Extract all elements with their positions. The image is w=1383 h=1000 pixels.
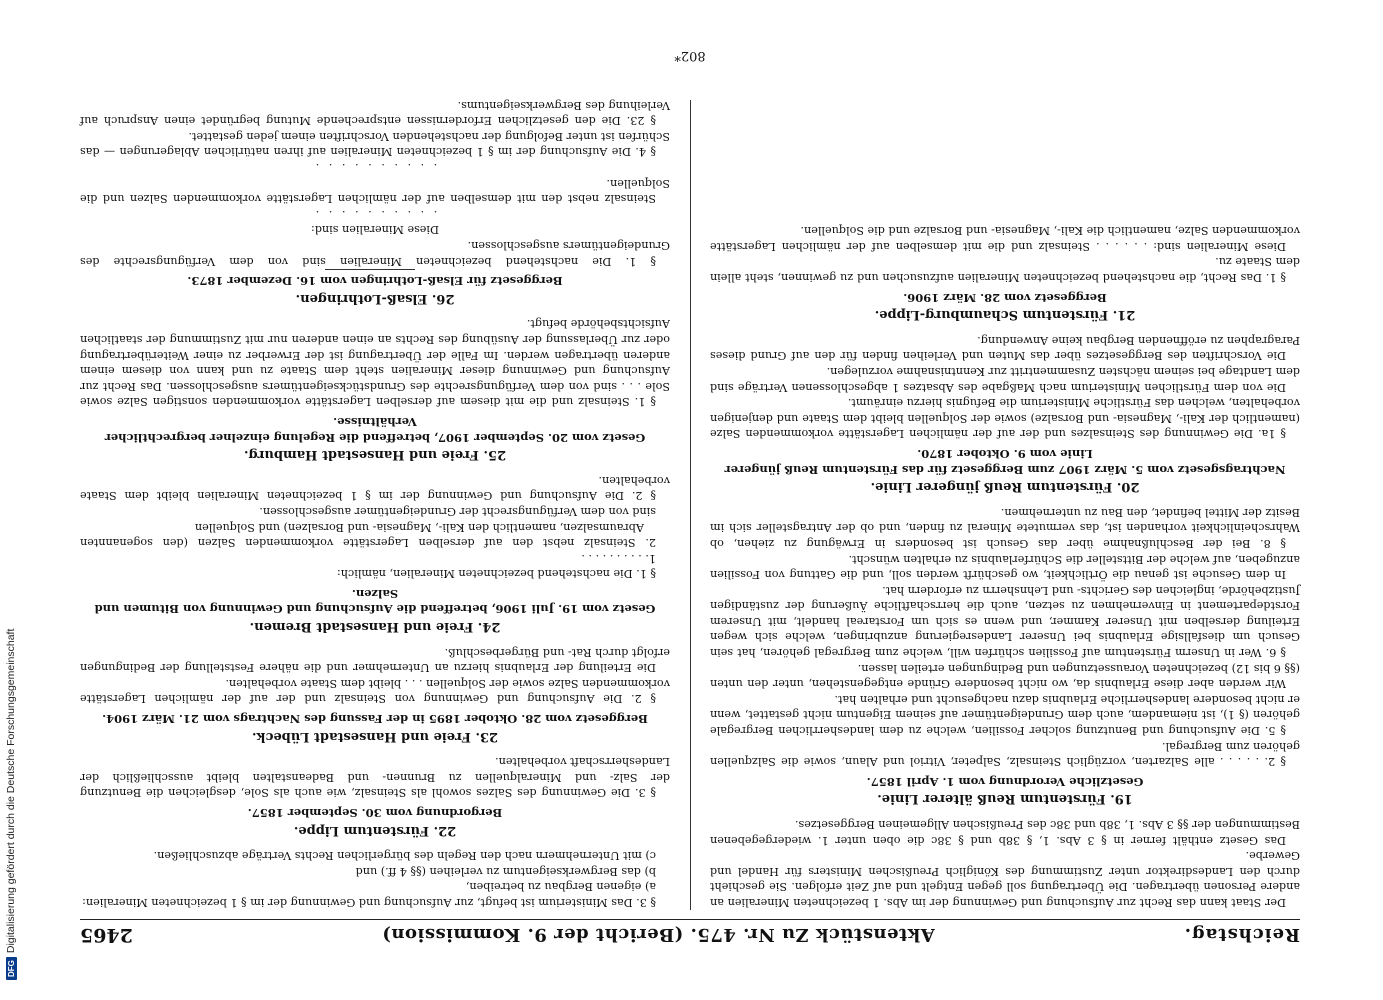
footer-page-label: 802* bbox=[674, 48, 706, 63]
section-heading: 22. Fürstentum Lippe. bbox=[293, 822, 457, 838]
credit-label: Digitalisierung gefördert durch die Deutsche Forschungsgemeinschaft bbox=[5, 628, 17, 954]
paragraph: Die Vorschriften des Berggesetzes über das Muten und Verleihen finden für den auf Grund dieses Paragraphen zu eröffnenden Bergbau keine Anwendung. bbox=[710, 333, 1300, 363]
running-head bbox=[80, 919, 1300, 950]
section-heading: 23. Freie und Hansestadt Lübeck. bbox=[251, 728, 499, 744]
ellipsis-line: . . . . . . . . . . bbox=[312, 207, 438, 221]
paragraph: § 1. Die nachstehend bezeichneten Mineralien sind von dem Verfügungsrechte des Grundeigentümers ausgeschlossen. bbox=[80, 239, 670, 268]
section-heading: 20. Fürstentum Reuß jüngerer Linie. bbox=[870, 479, 1140, 495]
end-rule bbox=[325, 269, 415, 270]
paragraph: § 2. Die Aufsuchung und Gewinnung der im § 1 bezeichneten Mineralien bleibt dem Staate vorbehalten. bbox=[80, 473, 670, 503]
paragraph: § 1. Die nachstehend bezeichneten Mineralien, nämlich: bbox=[337, 567, 656, 581]
section-subheading: Berggesetz für Elsaß-Lothringen vom 16. Dezember 1873. bbox=[187, 274, 563, 289]
paragraph: § 3. Die Gewinnung des Salzes sowohl als Steinsalz, wie auch als Sole, desgleichen die Benutzung der Salz- und Mineralquellen zu Brunnen- und Badeanstalten bleibt ausschließlich der Landesherrschaft vorbehalten. bbox=[80, 755, 670, 800]
centered-line: Diese Mineralien sind: bbox=[311, 223, 439, 237]
paragraph: Wir werden aber diese Erlaubnis da, wo nicht besondere Gründe entgegenstehen, unter den unten (§§ 6 bis 12) bezeichneten Voraussetzungen und Bedingungen erteilen lassen. bbox=[710, 661, 1300, 691]
paragraph: sind von dem Verfügungsrecht der Grundeigentümer ausgeschlossen. bbox=[259, 504, 656, 518]
paragraph: § 6. Wer in Unserm Fürstentum auf Fossilien schürfen will, welche zum Bergregal gehören, hat sein Gesuch um diesfallsige Erlaubnis bei Unserer Landesregierung anzubringen, welche sich wegen Erteilung derselben mit Unserer Kammer, und wenn es sich um Forstareal handelt, mit Unserem Forstdepartement in Einvernehmen zu setzen, auch die herrschaftliche Äußerung der zuständigen Justizbehörde, ingleichen des Gerichts- und Lehnsherrn zu erfordern hat. bbox=[710, 583, 1300, 660]
section-subheading: Gesetzliche Verordnung vom 1. April 1857. bbox=[866, 774, 1144, 789]
paragraph: Steinsalz nebst den mit demselben auf der nämlichen Lagerstätte vorkommenden Salzen und die Solquellen. bbox=[80, 176, 670, 206]
list-item: b) das Bergwerkseigentum zu verleihen (§§ 4 ff.) und bbox=[355, 864, 656, 878]
section-subheading: Nachtragsgesetz vom 5. März 1907 zum Berggesetz für das Fürstentum Reuß jüngerer Linie vom 9. Oktober 1870. bbox=[724, 446, 1286, 477]
paragraph: § 4. Die Aufsuchung der im § 1 bezeichneten Mineralien auf ihren natürlichen Ablagerungen — das Schürfen ist unter Befolgung der nachstehenden Vorschriften einem jeden gestattet. bbox=[80, 129, 670, 159]
left-column bbox=[710, 223, 1300, 910]
paragraph: Die Erteilung der Erlaubnis hierzu an Unternehmer und die nähere Feststellung der Bedingungen erfolgt durch Rat- und Bürgerbeschluß. bbox=[80, 645, 670, 675]
column-divider bbox=[690, 100, 691, 910]
digitization-credit bbox=[0, 0, 22, 1000]
section-heading: 26. Elsaß-Lothringen. bbox=[295, 290, 455, 306]
paragraph: § 2. . . . . . alle Salzarten, vorzüglich Steinsalz, Salpeter, Vitriol und Alaun, sowie die Salzquellen gehören zum Bergregal. bbox=[710, 739, 1300, 769]
list-item: 2. Steinsalz nebst den auf derselben Lagerstätte vorkommenden Salzen (den sogenannten Abraumsalzen, namentlich den Kali-, Magnesia- und Borsalzen) und Solquellen bbox=[80, 520, 656, 550]
ellipsis-line: . . . . . . . . . . bbox=[312, 161, 438, 175]
paragraph: In dem Gesuche ist genau die Örtlichkeit, wo geschürft werden soll, und die Gattung von Fossilien anzugeben, auf welche der Bittsteller die Schürferlaubnis zu erhalten wünscht. bbox=[710, 552, 1300, 582]
list-item: 1. . . . . . . . . . bbox=[581, 551, 656, 565]
section-heading: 24. Freie und Hansestadt Bremen. bbox=[249, 619, 501, 635]
section-heading: 19. Fürstentum Reuß älterer Linie. bbox=[877, 791, 1133, 807]
header-page-number: 2465 bbox=[80, 924, 133, 946]
paragraph: Der Staat kann das Recht zur Aufsuchung und Gewinnung der im Abs. 1 bezeichneten Mineralien an andere Personen übertragen. Die Übertragung soll gegen Entgelt und auf Zeit erfolgen. Sie geschieht durch den Landesdirektor unter Zustimmung des Königlich Preußischen Ministers für Handel und Gewerbe. bbox=[710, 849, 1300, 909]
paragraph: Die von dem Fürstlichen Ministerium nach Maßgabe des Absatzes 1 abgeschlossenen Verträge sind dem Landtage bei seinem nächsten Zusammentritt zur Kenntnisnahme vorzulegen. bbox=[710, 365, 1300, 394]
paragraph: § 2. Die Aufsuchung und Gewinnung von Steinsalz und der auf der nämlichen Lagerstätte vorkommenden Salze sowie der Solquellen . . . bleibt dem Staate vorbehalten. bbox=[80, 676, 670, 706]
paragraph: § 23. Die den gesetzlichen Erfordernissen entsprechende Mutung begründet einen Anspruch auf Verleihung des Bergwerkseigentums. bbox=[80, 98, 670, 128]
header-left: Reichstag. bbox=[1183, 924, 1300, 946]
list-item: a) eigenen Bergbau zu betreiben, bbox=[465, 880, 656, 894]
section-subheading: Gesetz vom 19. Juli 1906, betreffend die Aufsuchung und Gewinnung von Bitumen und Salzen. bbox=[94, 586, 656, 617]
section-heading: 25. Freie und Hansestadt Hamburg. bbox=[243, 447, 507, 463]
dfg-logo: DFG bbox=[6, 957, 17, 980]
paragraph: Diese Mineralien sind: . . . . . . Steinsalz und die mit demselben auf der nämlichen Lagerstätte vorkommenden Salze, namentlich die Kali-, Magnesia- und Borsalze und die Solquellen. bbox=[710, 224, 1300, 253]
section-subheading: Berggesetz vom 28. März 1906. bbox=[903, 290, 1107, 305]
section-subheading: Bergordnung vom 30. September 1857. bbox=[247, 806, 503, 821]
paragraph: § 5. Die Aufsuchung und Benutzung solcher Fossilien, welche zu dem landesherrlichen Bergregale gehören (§ 1), ist niemandem, auch dem Grundeigentümer auf seinem Eigentum nicht gestattet, wenn er nicht besondere landesherrliche Erlaubnis dazu nachgesucht und erhalten hat. bbox=[710, 692, 1300, 738]
paragraph: § 3. Das Ministerium ist befugt, zur Aufsuchung und Gewinnung der im § 1 bezeichneten Mineralien: bbox=[82, 896, 656, 909]
scanned-page bbox=[60, 40, 1320, 950]
paragraph: Das Gesetz enthält ferner in § 3 Abs. 1, § 38b und § 38c die oben unter 1. wiedergegebenen Bestimmungen der §§ 3 Abs. 1, 38b und 38c des Preußischen Allgemeinen Berggesetzes. bbox=[710, 818, 1300, 847]
paragraph: § 1. Steinsalz und die mit diesem auf derselben Lagerstätte vorkommenden sonstigen Salze sowie Sole . . . sind von dem Verfügungsrechte des Grundstückseigentümers ausgeschlossen. Das Recht zur Aufsuchung und Gewinnung dieser Mineralien steht dem Staate zu und kann von diesem einem anderen übertragen werden. Im Falle der Übertragung ist der Erwerber zu einer Weiterübertragung oder zur Überlassung der Ausübung des Rechts an einen anderen nur mit Zustimmung der staatlichen Aufsichtsbehörde befugt. bbox=[80, 317, 670, 409]
list-item: c) mit Unternehmern nach den Regeln des bürgerlichen Rechts Verträge abzuschließen. bbox=[153, 849, 656, 863]
section-subheading: Berggesetz vom 28. Oktober 1895 in der Fassung des Nachtrags vom 21. März 1904. bbox=[102, 712, 648, 727]
paragraph: § 1a. Die Gewinnung des Steinsalzes und der auf der nämlichen Lagerstätte vorkommenden Salze (namentlich der Kali-, Magnesia- und Borsalze) sowie der Solquellen bleibt dem Staate und denjenigen vorbehalten, welchen das Fürstliche Ministerium die Befugnis hierzu einräumt. bbox=[710, 396, 1300, 441]
section-heading: 21. Fürstentum Schaumburg-Lippe. bbox=[874, 307, 1136, 323]
right-column bbox=[80, 97, 670, 910]
paragraph: § 8. Bei der Beschlußnahme über das Gesuch ist besonders in Erwägung zu ziehen, ob Wahrscheinlichkeit vorhanden ist, das vermutete Mineral zu finden, und ob der Antragsteller sich im Besitz der Mittel befindet, den Bau zu unternehmen. bbox=[710, 505, 1300, 550]
header-title: Aktenstück Zu Nr. 475. (Bericht der 9. Kommission) bbox=[381, 924, 935, 946]
section-subheading: Gesetz vom 20. September 1907, betreffend die Regelung einzelner bergrechtlicher Verhältnisse. bbox=[104, 414, 646, 445]
paragraph: § 1. Das Recht, die nachstehend bezeichneten Mineralien aufzusuchen und zu gewinnen, steht allein dem Staate zu. bbox=[710, 255, 1300, 285]
